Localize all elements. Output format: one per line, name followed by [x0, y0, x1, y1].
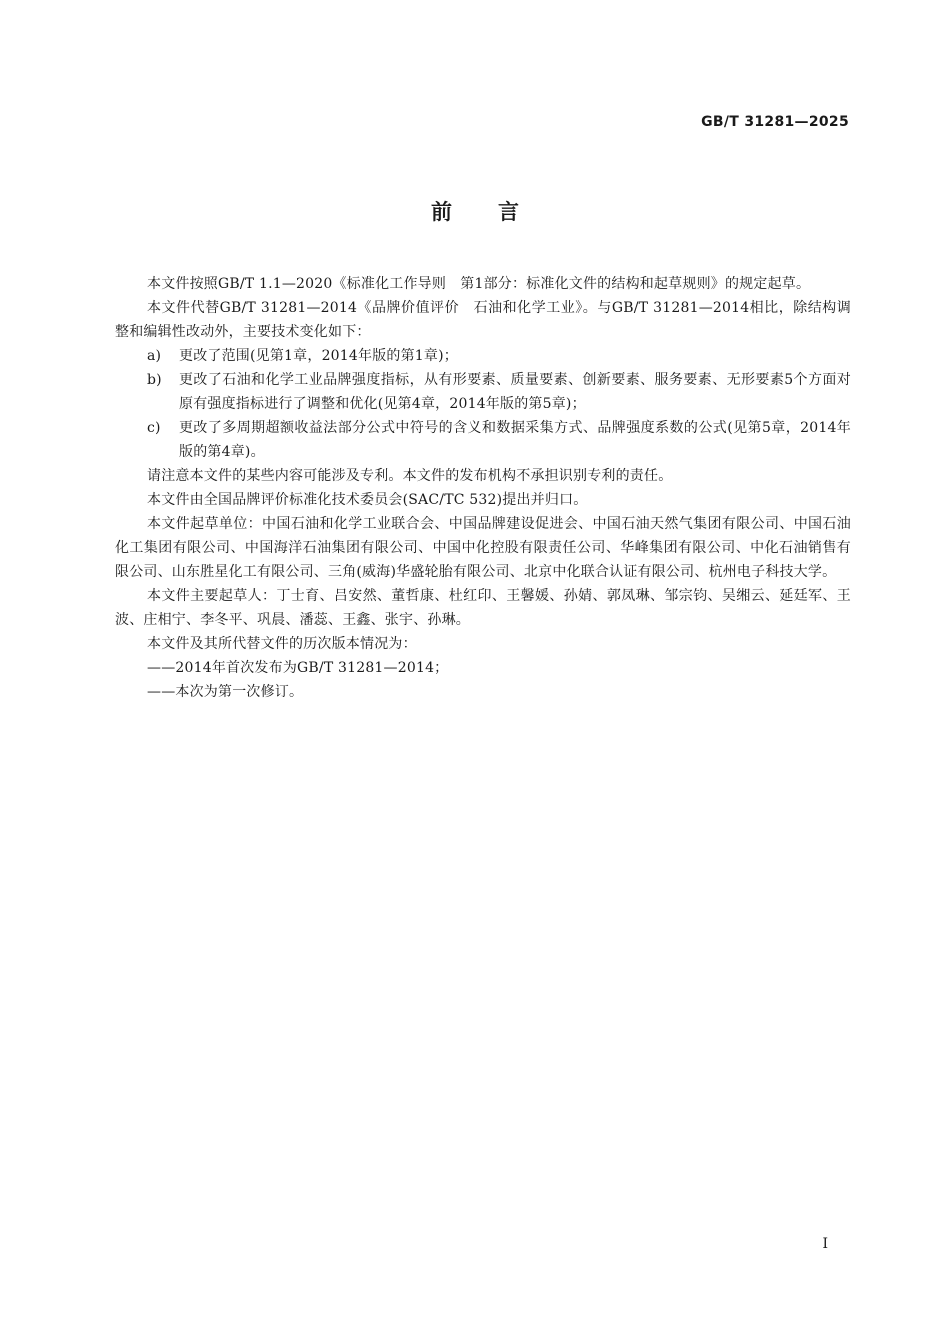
- page-number: I: [822, 1236, 828, 1252]
- change-item-text: 更改了范围(见第1章，2014年版的第1章)；: [179, 348, 458, 364]
- change-item: [115, 368, 851, 416]
- change-item-mark: b): [147, 372, 162, 388]
- change-item-text: 更改了多周期超额收益法部分公式中符号的含义和数据采集方式、品牌强度系数的公式(见第5章，2014年版的第4章)。: [179, 420, 851, 460]
- drafters-paragraph: 本文件主要起草人：丁士育、吕安然、董哲康、杜红印、王馨媛、孙婧、郭凤琳、邹宗钧、吴缃云、延廷军、王波、庄相宁、李冬平、巩晨、潘蕊、王鑫、张宇、孙琳。: [115, 588, 851, 628]
- change-item: [115, 416, 851, 464]
- version-history-item: ——2014年首次发布为GB/T 31281—2014；: [147, 660, 449, 676]
- page-title: 前言: [431, 200, 565, 224]
- change-item-mark: c): [147, 420, 161, 436]
- standard-number: GB/T 31281—2025: [701, 114, 849, 130]
- version-history-intro: 本文件及其所代替文件的历次版本情况为：: [147, 636, 417, 652]
- patent-notice-paragraph: 请注意本文件的某些内容可能涉及专利。本文件的发布机构不承担识别专利的责任。: [147, 468, 673, 484]
- change-item-text: 更改了石油和化学工业品牌强度指标，从有形要素、质量要素、创新要素、服务要素、无形要素5个方面对原有强度指标进行了调整和优化(见第4章，2014年版的第5章)；: [179, 372, 851, 412]
- foreword-body: [115, 272, 851, 704]
- replacement-paragraph: 本文件代替GB/T 31281—2014《品牌价值评价 石油和化学工业》。与GB/T 31281—2014相比，除结构调整和编辑性改动外，主要技术变化如下：: [115, 300, 851, 340]
- version-history-item: ——本次为第一次修订。: [147, 684, 304, 700]
- committee-paragraph: 本文件由全国品牌评价标准化技术委员会(SAC/TC 532)提出并归口。: [147, 492, 588, 508]
- drafting-rules-paragraph: 本文件按照GB/T 1.1—2020《标准化工作导则 第1部分：标准化文件的结构和起草规则》的规定起草。: [147, 276, 811, 292]
- change-item: [115, 344, 851, 368]
- drafting-units-paragraph: 本文件起草单位：中国石油和化学工业联合会、中国品牌建设促进会、中国石油天然气集团有限公司、中国石油化工集团有限公司、中国海洋石油集团有限公司、中国中化控股有限责任公司、华峰集团有限公司、中化石油销售有限公司、山东胜星化工有限公司、三角(威海)华盛轮胎有限公司、北京中化联合认证有限公司、杭州电子科技大学。: [115, 516, 851, 580]
- change-item-mark: a): [147, 348, 162, 364]
